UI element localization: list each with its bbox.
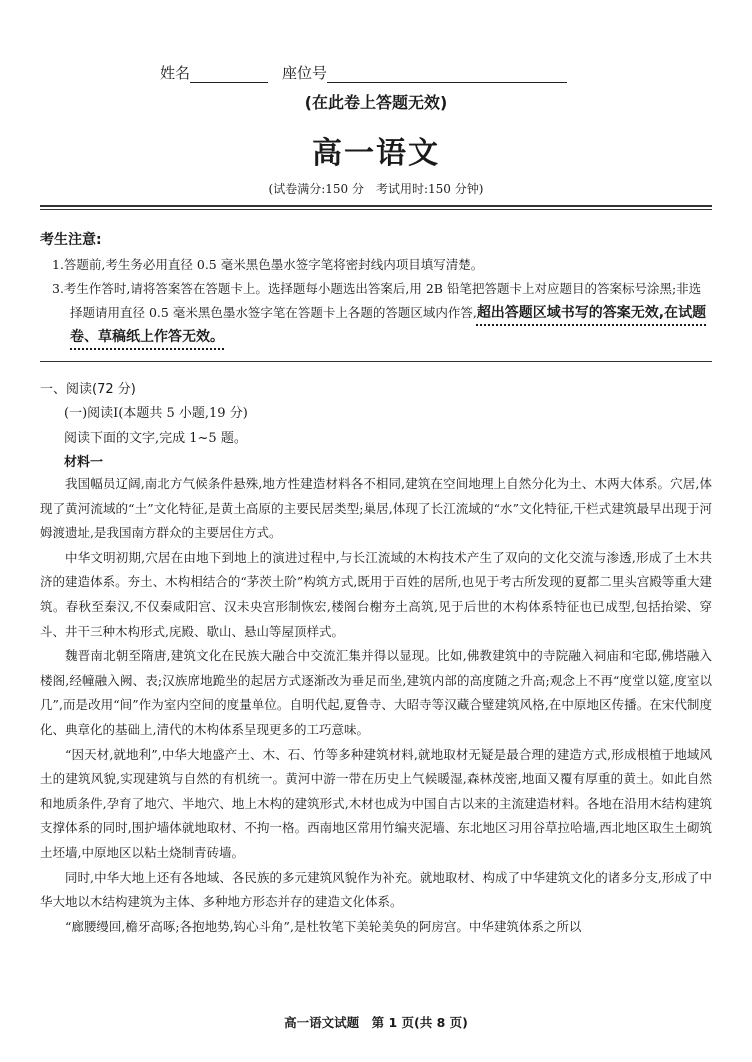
note-item-1: 1.答题前,考生务必用直径 0.5 毫米黑色墨水签字笔将密封线内项目填写清楚。	[52, 257, 484, 272]
paragraph: 中华文明初期,穴居在由地下到地上的演进过程中,与长江流域的木构技术产生了双向的文化交流与渗透,形成了土木共济的建造体系。夯土、木构相结合的“茅茨土阶”构筑方式,既用于百姓的居所,也见于考古所发现的夏都二里头宫殿等重大建筑。春秋至秦汉,不仅秦咸阳宫、汉未央宫形制恢宏,楼阁台榭夯土高筑,见于后世的木构体系特征也已成型,包括抬梁、穿斗、井干三种木构形式,庑殿、歇山、悬山等屋顶样式。	[40, 549, 712, 639]
paragraph: “因天材,就地利”,中华大地盛产土、木、石、竹等多种建筑材料,就地取材无疑是最合理的建造方式,形成根植于地域风土的建筑风貌,实现建筑与自然的有机统一。黄河中游一带在历史上气候暖湿,森林茂密,地面又覆有厚重的黄土。如此自然和地质条件,孕育了地穴、半地穴、地上木构的建筑形式,木材也成为中国自古以来的主流建造材料。各地在沿用木结构建筑支撑体系的同时,围护墙体就地取材、不拘一格。西南地区常用竹编夹泥墙、东北地区习用谷草拉哈墙,西北地区取生土砌筑土坯墙,中原地区以粘土烧制青砖墙。	[40, 746, 712, 860]
note-item-3-text: 3.考生作答时,请将答案答在答题卡上。选择题每小题选出答案后,用 2B 铅笔把答题卡上对应题目的答案标号涂黑;非选择题请用直径 0.5 毫米黑色墨水签字笔在答题卡上各题的答题区域内作答,	[52, 281, 702, 320]
name-blank	[190, 66, 268, 83]
material-label: 材料一	[64, 455, 104, 470]
divider-top-thick	[40, 205, 712, 207]
note-emphasis: 超出答题区域书写的答案无效,在试题卷、草稿纸上作答无效。	[70, 305, 707, 345]
divider-top-thin	[40, 209, 712, 210]
paragraph: 同时,中华大地上还有各地域、各民族的多元建筑风貌作为补充。就地取材、构成了中华建筑文化的诸多分支,形成了中华大地以木结构建筑为主体、多种地方形态并存的建造文化体系。	[40, 869, 712, 910]
reading-passage	[40, 472, 712, 939]
paragraph: 魏晋南北朝至隋唐,建筑文化在民族大融合中交流汇集并得以显现。比如,佛教建筑中的寺院融入祠庙和宅邸,佛塔融入楼阁,经幢融入阙、表;汉族席地跪坐的起居方式逐渐改为垂足而坐,建筑内部的高度随之升高;观念上不再“度堂以筵,度室以几”,而是改用“间”作为室内空间的度量单位。自明代起,夏鲁寺、大昭寺等汉藏合璧建筑风格,在中原地区传播。在宋代制度化、典章化的基础上,清代的木构体系呈现更多的工巧意味。	[40, 648, 712, 737]
exam-meta: (试卷满分:150 分 考试用时:150 分钟)	[268, 182, 484, 196]
page-footer: 高一语文试题 第 1 页(共 8 页)	[284, 1015, 468, 1030]
note-item-3	[52, 277, 712, 349]
subsection-title: (一)阅读Ⅰ(本题共 5 小题,19 分)	[64, 406, 248, 421]
student-info-line	[160, 62, 567, 83]
section-title: 一、阅读(72 分)	[40, 382, 136, 397]
page-title: 高一语文	[312, 136, 440, 171]
seat-label: 座位号	[282, 64, 328, 82]
divider-notes	[40, 361, 712, 362]
name-label: 姓名	[160, 64, 191, 82]
paragraph: “廊腰缦回,檐牙高啄;各抱地势,钩心斗角”,是杜牧笔下美轮美奂的阿房宫。中华建筑体系之所以	[65, 918, 582, 934]
seat-blank	[327, 66, 567, 83]
invalid-notice: (在此卷上答题无效)	[304, 93, 448, 112]
paragraph: 我国幅员辽阔,南北方气候条件悬殊,地方性建造材料各不相同,建筑在空间地理上自然分化为土、木两大体系。穴居,体现了黄河流域的“土”文化特征,是黄土高原的主要民居类型;巢居,体现了长江流域的“水”文化特征,干栏式建筑最早出现于河姆渡遗址,是我国南方群众的主要居住方式。	[40, 476, 712, 541]
instruction: 阅读下面的文字,完成 1~5 题。	[64, 431, 247, 446]
notes-title: 考生注意:	[40, 232, 102, 248]
